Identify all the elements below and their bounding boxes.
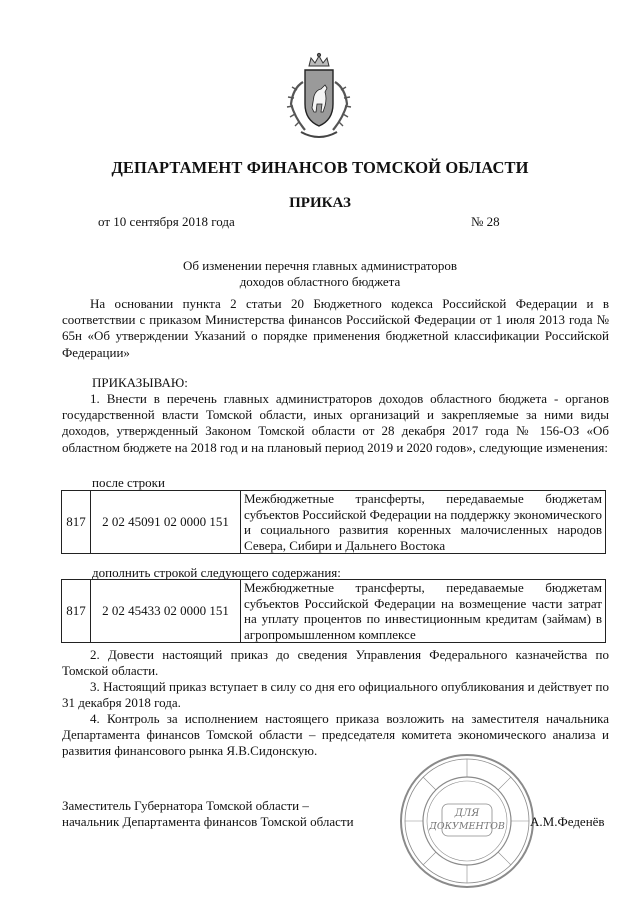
order-word: ПРИКАЗЫВАЮ:	[92, 375, 188, 390]
existing-row-table	[61, 490, 606, 554]
item-3-paragraph: 3. Настоящий приказ вступает в силу со дня его официального опубликования и действует по 31 декабря 2018 года.	[62, 679, 609, 711]
after-row-label: после строки	[92, 475, 165, 490]
subject-line-2: доходов областного бюджета	[239, 274, 401, 289]
admin-code-cell: 817	[62, 491, 91, 554]
item-2-paragraph: 2. Довести настоящий приказ до сведения Управления Федерального казначейства по Томской области.	[62, 647, 609, 679]
seal-center-line-1: ДЛЯ	[454, 808, 480, 819]
order-date: от 10 сентября 2018 года	[98, 214, 235, 229]
signatory-position	[62, 798, 354, 830]
description-cell: Межбюджетные трансферты, передаваемые бюджетам субъектов Российской Федерации на поддержку экономического и социального развития коренных малочисленных народов Севера, Сибири и Дальнего Востока	[241, 491, 606, 554]
order-subject	[0, 258, 640, 290]
official-seal	[398, 752, 536, 890]
new-row-table	[61, 579, 606, 643]
signatory-position-line-2: начальник Департамента финансов Томской области	[62, 814, 354, 829]
table-row	[62, 580, 606, 643]
coat-of-arms-icon	[283, 52, 355, 144]
signatory-name: А.М.Феденёв	[530, 814, 605, 829]
admin-code-cell: 817	[62, 580, 91, 643]
kbk-code-cell: 2 02 45091 02 0000 151	[91, 491, 241, 554]
order-number: № 28	[471, 214, 500, 229]
item-1-paragraph: 1. Внести в перечень главных администраторов доходов областного бюджета - органов государственной власти Томской области, иных организаций и закрепляемые за ними виды доходов, утвержденный Законом Томской области от 28 декабря 2017 года № 156-ОЗ «Об областном бюджете на 2018 год и на плановый период 2019 и 2020 годов», следующие изменения:	[62, 391, 609, 455]
table-row	[62, 491, 606, 554]
department-title: ДЕПАРТАМЕНТ ФИНАНСОВ ТОМСКОЙ ОБЛАСТИ	[111, 158, 529, 177]
seal-center-line-2: ДОКУМЕНТОВ	[429, 821, 505, 832]
kbk-code-cell: 2 02 45433 02 0000 151	[91, 580, 241, 643]
description-cell: Межбюджетные трансферты, передаваемые бюджетам субъектов Российской Федерации на возмещение части затрат на уплату процентов по инвестиционным кредитам (займам) в агропромышленном комплексе	[241, 580, 606, 643]
item-4-paragraph: 4. Контроль за исполнением настоящего приказа возложить на заместителя начальника Департамента финансов Томской области – председателя комитета экономического анализа и развития финансового рынка Я.В.Сидонскую.	[62, 711, 609, 759]
basis-paragraph: На основании пункта 2 статьи 20 Бюджетного кодекса Российской Федерации и в соответствии с приказом Министерства финансов Российской Федерации от 1 июля 2013 года № 65н «Об утверждении Указаний о порядке применения бюджетной классификации Российской Федерации»	[62, 296, 609, 360]
signatory-position-line-1: Заместитель Губернатора Томской области –	[62, 798, 309, 813]
order-title: ПРИКАЗ	[289, 195, 351, 211]
subject-line-1: Об изменении перечня главных администраторов	[182, 258, 458, 273]
add-row-label: дополнить строкой следующего содержания:	[92, 565, 341, 580]
